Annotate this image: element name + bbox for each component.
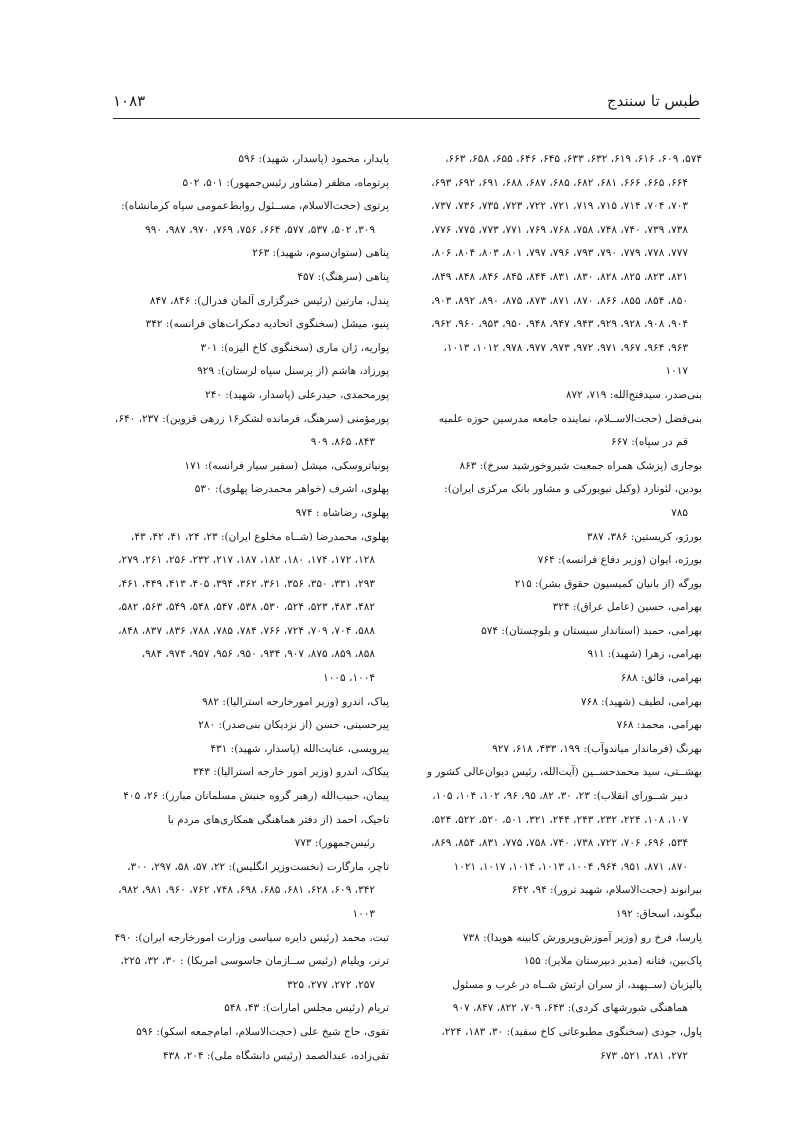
index-entry: پندل، مارتین (رئیس خبرگزاری آلمان فدرال): ۸۴۶، ۸۴۷: [149, 294, 389, 307]
index-entry: ۵۷۴، ۶۰۹، ۶۱۶، ۶۱۹، ۶۳۲، ۶۳۳، ۶۴۵، ۶۴۶، ۶۵۵، ۶۵۸، ۶۶۳، ۶۶۴، ۶۶۵، ۶۶۶، ۶۸۱، ۶۸۲، ۶۸۵، ۶۸۷، ۶۸۸، ۶۹۱، ۶۹۲، ۶۹۳، ۷۰۳، ۷۰۴، ۷۱۴، ۷۱۵، ۷۱۹، ۷۲۱، ۷۲۲، ۷۲۳، ۷۳۵، ۷۳۶، ۷۳۷، ۷۳۸، ۷۳۹، ۷۴۰، ۷۴۸، ۷۵۸، ۷۶۸، ۷۶۹، ۷۷۱، ۷۷۳، ۷۷۵، ۷۷۶، ۷۷۷، ۷۷۸، ۷۷۹، ۷۹۰، ۷۹۳، ۷۹۶، ۷۹۷، ۸۰۱، ۸۰۳، ۸۰۴، ۸۰۶، ۸۲۱، ۸۲۳، ۸۲۵، ۸۲۸، ۸۳۰، ۸۳۱، ۸۴۴، ۸۴۵، ۸۴۶، ۸۴۸، ۸۴۹، ۸۵۰، ۸۵۴، ۸۵۵، ۸۶۶، ۸۷۰، ۸۷۱، ۸۷۳، ۸۷۵، ۸۹۰، ۸۹۲، ۹۰۳، ۹۰۴، ۹۰۸، ۹۲۸، ۹۲۹، ۹۴۳، ۹۴۷، ۹۴۸، ۹۵۰، ۹۵۳، ۹۶۰، ۹۶۲، ۹۶۳، ۹۶۴، ۹۶۷، ۹۷۱، ۹۷۲، ۹۷۳، ۹۷۷، ۹۷۸، ۱۰۱۲، ۱۰۱۳، ۱۰۱۷: [431, 153, 702, 378]
index-entry: پاول، جودی (سخنگوی مطبوعاتی کاخ سفید): ۳۰، ۱۸۳، ۲۲۴، ۲۷۲، ۲۸۱، ۵۲۱، ۶۷۳: [441, 1025, 702, 1062]
index-entry: بهرنگ (فرماندار میاندوآب): ۱۹۹، ۴۳۳، ۶۱۸، ۹۲۷: [492, 742, 702, 755]
index-entry: بورژو، کریستین: ۳۸۶، ۳۸۷: [586, 530, 702, 543]
index-entry: بورژه، ایوان (وزیر دفاع فرانسه): ۷۶۴: [537, 554, 702, 567]
index-entry: پهلوی، رضاشاه : ۹۷۴: [295, 506, 389, 519]
index-entry: پهلوی، اشرف (خواهر محمدرضا پهلوی): ۵۳۰: [194, 483, 389, 496]
index-entry: پالیزبان (ســپهبد، از سران ارتش شــاه در غرب و مسئول هماهنگی شورشهای کردی): ۶۴۳، ۷۰۹، ۸۲۲، ۸۴۷، ۹۰۷: [452, 978, 702, 1015]
index-entry: بیرانوند (حجت‌الاسلام، شهید ترور): ۹۴، ۶۴۲: [511, 884, 702, 897]
index-entry: پیمان، حبیب‌الله (رهبر گروه جنبش مسلمانان مبارز): ۲۶، ۴۰۵: [123, 790, 389, 803]
running-title: طبس تا سنندج: [606, 92, 700, 110]
index-entry: بیگوند، اسحاق: ۱۹۲: [615, 908, 702, 920]
index-entry: پرتوی (حجت‌الاسلام، مســئول روابط‌عمومی سپاه کرمانشاه): ۳۰۹، ۵۰۲، ۵۳۷، ۵۷۷، ۶۶۴، ۷۵۶، ۷۶۹، ۹۷۰، ۹۸۷، ۹۹۰: [121, 200, 389, 236]
running-header: [113, 92, 700, 116]
index-entry: بهرامی، محمد: ۷۶۸: [616, 719, 702, 732]
index-entry: بورگه (از بانیان کمیسیون حقوق بشر): ۲۱۵: [514, 577, 702, 590]
index-entry: بنی‌فضل (حجت‌الاســلام، نماینده جامعه مدرسین حوزه علمیه قم در سپاه): ۶۶۷: [438, 412, 702, 449]
index-entry: تقی‌زاده، عبدالصمد (رئیس دانشگاه ملی): ۲۰۴، ۴۳۸: [162, 1049, 389, 1062]
index-entry: پیرحسینی، حسن (از نزدیکان بنی‌صدر): ۲۸۰: [198, 719, 389, 732]
index-entry: تاجیک، احمد (از دفتر هماهنگی همکاری‌های مردم با رئیس‌جمهور): ۷۷۳: [167, 813, 389, 850]
index-entry: تقوی، حاج شیخ علی (حجت‌الاسلام، امام‌جمعه اسکو): ۵۹۶: [136, 1025, 389, 1038]
index-entry: ترنر، ویلیام (رئیس ســازمان جاسوسی امریکا) : ۳۰، ۳۲، ۲۲۵، ۲۵۷، ۲۷۲، ۲۷۷، ۳۲۵: [120, 955, 389, 991]
index-entry: پناهی (ستوان‌سوم، شهید): ۲۶۳: [252, 247, 389, 260]
page-number: ۱۰۸۳: [113, 92, 146, 110]
index-entry: پنیو، میشل (سخنگوی اتحادیه دمکرات‌های فرانسه): ۳۴۲: [145, 318, 389, 331]
header-rule: [113, 118, 700, 119]
index-entry: پونیاتروسکی، میشل (سفیر سیار فرانسه): ۱۷۱: [184, 459, 389, 472]
index-entry: بهرامی، حسین (عامل عراق): ۳۲۴: [552, 601, 702, 614]
index-entry: پاک‌بین، فتانه (مدیر دبیرستان ملایر): ۱۵۵: [523, 955, 702, 968]
index-entry: پیکاک، اندرو (وزیر امور خارجه استرالیا): ۳۴۳: [193, 766, 389, 779]
index-entry: بهرامی، حمید (استاندار سیستان و بلوچستان): ۵۷۴: [481, 624, 702, 637]
index-entry: بوجاری (پزشک همراه جمعیت شیروخورشید سرخ): ۸۶۳: [459, 459, 702, 472]
index-entry: تریام (رئیس مجلس امارات): ۴۳، ۵۴۸: [224, 1002, 389, 1015]
index-entry: پورزاد، هاشم (از پرسنل سپاه لرستان): ۹۲۹: [197, 365, 389, 378]
index-entry: بهرامی، زهرا (شهید): ۹۱۱: [587, 648, 702, 661]
index-entry: بهرامی، فائق: ۶۸۸: [620, 672, 702, 685]
index-entry: پیاک، اندرو (وزیر امورخارجه استرالیا): ۹۸۲: [202, 695, 389, 708]
index-entry: بنی‌صدر، سیدفتح‌الله: ۷۱۹، ۸۷۲: [565, 388, 702, 401]
index-entry: بهرامی، لطیف (شهید): ۷۶۸: [580, 695, 702, 708]
index-entry: پهلوی، محمدرضا (شــاه مخلوع ایران): ۲۳، ۲۴، ۴۱، ۴۲، ۴۳، ۱۲۸، ۱۷۲، ۱۷۴، ۱۸۰، ۱۸۲، ۱۸۷، ۲۱۷، ۲۳۲، ۲۵۶، ۲۶۱، ۲۷۹، ۲۹۳، ۳۳۱، ۳۵۰، ۳۵۶، ۳۶۱، ۳۶۲، ۳۹۴، ۴۰۵، ۴۱۳، ۴۴۹، ۴۶۱، ۴۸۲، ۴۸۳، ۵۲۳، ۵۲۴، ۵۳۰، ۵۳۸، ۵۴۷، ۵۴۸، ۵۴۹، ۵۶۳، ۵۸۲، ۵۸۸، ۷۰۴، ۷۰۹، ۷۲۴، ۷۶۶، ۷۸۴، ۷۸۵، ۷۸۸، ۸۳۶، ۸۳۷، ۸۴۸، ۸۵۸، ۸۵۹، ۸۷۵، ۹۰۷، ۹۳۴، ۹۵۰، ۹۵۶، ۹۵۷، ۹۷۴، ۹۸۴، ۱۰۰۴، ۱۰۰۵: [118, 530, 389, 685]
index-entry: پارسا، فرخ رو (وزیر آموزش‌وپرورش کابینه هویدا): ۷۳۸: [462, 931, 702, 944]
index-entry: بهشــتی، سید محمدحســین (آیت‌الله، رئیس دیوان‌عالی کشور و دبیر شــورای انقلاب): ۲۳، ۳۰، ۸۲، ۹۵، ۹۶، ۱۰۲، ۱۰۴، ۱۰۵، ۱۰۷، ۱۰۸، ۲۲۴، ۲۳۲، ۲۴۳، ۲۴۴، ۳۲۱، ۵۰۱، ۵۲۰، ۵۲۲، ۵۲۴، ۵۳۴، ۶۹۶، ۷۰۶، ۷۲۲، ۷۳۸، ۷۴۰، ۷۵۸، ۷۷۵، ۸۳۱، ۸۵۴، ۸۶۹، ۸۷۰، ۸۷۱، ۹۵۱، ۹۶۴، ۱۰۰۴، ۱۰۱۳، ۱۰۱۴، ۱۰۱۷، ۱۰۲۱: [427, 766, 702, 873]
index-entry: پایدار، محمود (پاسدار، شهید): ۵۹۶: [238, 153, 389, 165]
index-entry: تبت، محمد (رئیس دایره سیاسی وزارت امورخارجه ایران): ۴۹۰: [114, 931, 389, 944]
index-entry: تاچر، مارگارت (نخست‌وزیر انگلیس): ۲۲، ۵۷، ۵۸، ۲۹۷، ۳۰۰، ۳۴۲، ۶۰۹، ۶۲۸، ۶۸۱، ۶۸۵، ۶۹۸، ۷۴۸، ۷۶۲، ۹۶۰، ۹۸۱، ۹۸۲، ۱۰۰۳: [118, 860, 389, 920]
index-entry: بودین، لئونارد (وکیل نیویورکی و مشاور بانک مرکزی ایران): ۷۸۵: [444, 483, 702, 519]
index-entry: پرتوماه، مظفر (مشاور رئیس‌جمهور): ۵۰۱، ۵۰۲: [182, 176, 389, 189]
index-entry: پواریه، ژان ماری (سخنگوی کاخ الیزه): ۳۰۱: [200, 341, 389, 354]
index-entry: پناهی (سرهنگ): ۴۵۷: [297, 270, 389, 283]
index-entry: پیرویسی، عنایت‌الله (پاسدار، شهید): ۴۳۱: [210, 742, 389, 755]
index-entry: پورمؤمنی (سرهنگ، فرمانده لشکر۱۶ زرهی قزوین): ۲۳۷، ۶۴۰، ۸۴۳، ۸۶۵، ۹۰۹: [114, 412, 389, 449]
index-entry: پورمحمدی، حیدرعلی (پاسدار، شهید): ۲۴۰: [205, 388, 389, 401]
index-column-right: [426, 148, 702, 1068]
index-column-left: [113, 148, 389, 1068]
